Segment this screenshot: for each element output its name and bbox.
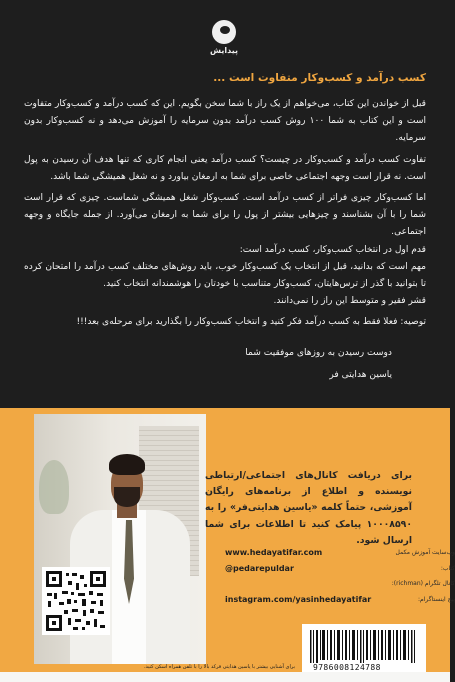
page-edge: [0, 672, 450, 682]
publisher-logo-icon: [212, 20, 236, 44]
author-beard: [114, 487, 140, 507]
body-paragraph: قشر فقیر و متوسط این راز را نمی‌دانند.: [273, 296, 426, 307]
publisher-logo: [202, 20, 246, 55]
plant: [39, 460, 69, 514]
isbn-number: 9786008124788: [313, 663, 381, 672]
contact-values: [225, 545, 373, 607]
telegram-handle[interactable]: @pedarepuldar: [225, 563, 294, 573]
signoff-line: دوست رسیدن به روزهای موفقیت شما: [245, 348, 392, 358]
body-paragraph: قبل از خواندن این کتاب، می‌خواهم از یک راز با شما سخن بگویم. این که کسب درآمد و کسب‌وکار متفاوت است و این کتاب به شما ۱۰۰ روش کسب درآمد بدون سرمایه را آموزش می‌دهد و نه کسب‌وکار بدون سرمایه.: [24, 99, 426, 144]
publisher-name: پیدایش: [210, 46, 238, 55]
qr-code-graphic: [44, 569, 108, 633]
body-paragraph: قدم اول در انتخاب کسب‌وکار، کسب درآمد است:: [239, 244, 426, 255]
spacer: [225, 576, 373, 592]
author-signoff: [62, 342, 392, 386]
photo-caption: برای آشنایی بیشتر با یاسین هدایتی فرکد بالا را با تلفن همراه اسکن کنید.: [143, 664, 295, 670]
body-paragraph: تفاوت کسب درآمد و کسب‌وکار در چیست؟ کسب درآمد یعنی انجام کاری که تنها هدف آن رسیدن به پول است. نه قرار است وجهه اجتماعی خاصی برای شما به ارمغان بیاورد و نه شغل همیشگی شما باشد.: [24, 154, 426, 182]
qr-code-icon: [42, 567, 110, 635]
contact-labels: [380, 545, 455, 607]
instagram-label: پیج اینستاگرام:: [418, 595, 455, 603]
body-paragraph: مهم است که بدانید، قبل از انتخاب یک کسب‌وکار خوب، باید روش‌های مختلف کسب درآمد را امتحان کرده تا بتوانید با گذر از ترس‌هایتان، کسب‌وکار متناسب با خودتان را هوشمندانه انتخاب کنید.: [24, 261, 426, 290]
author-name: یاسین هدایتی فر: [329, 370, 392, 380]
cover-headline: کسب درآمد و کسب‌وکار متفاوت است ...: [213, 72, 426, 84]
author-hair: [109, 454, 145, 475]
telegram-label: کانال تلگرام (richman):: [391, 580, 455, 587]
website-label: وب‌سایت آموزش مکمل کتاب:: [395, 549, 455, 572]
body-paragraph: اما کسب‌وکار چیزی فراتر از کسب درآمد است. کسب‌وکار شغل همیشگی شماست. چیزی که قرار است شما را با آن بشناسند و چیزهایی بیشتر از پول را برای شما به ارمغان می‌آورد. از جمله جایگاه و وجهه اجتماعی.: [24, 193, 426, 238]
promo-text: برای دریافت کانال‌های اجتماعی/ارتباطی نویسنده و اطلاع از برنامه‌های رایگان آموزشی، حتماً کلمه «یاسین هدایتی‌فر» را به ۱۰۰۰۸۵۹۰ پیامک کنید تا اطلاعات برای شما ارسال شود.: [205, 470, 412, 546]
body-copy: [24, 96, 426, 332]
instagram-link[interactable]: instagram.com/yasinhedayatifar: [225, 594, 372, 604]
body-paragraph: توصیه: فعلا فقط به کسب درآمد فکر کنید و انتخاب کسب‌وکار را بگذارید برای مرحله‌ی بعد!!!: [76, 317, 426, 328]
website-link[interactable]: www.hedayatifar.com: [225, 548, 323, 557]
